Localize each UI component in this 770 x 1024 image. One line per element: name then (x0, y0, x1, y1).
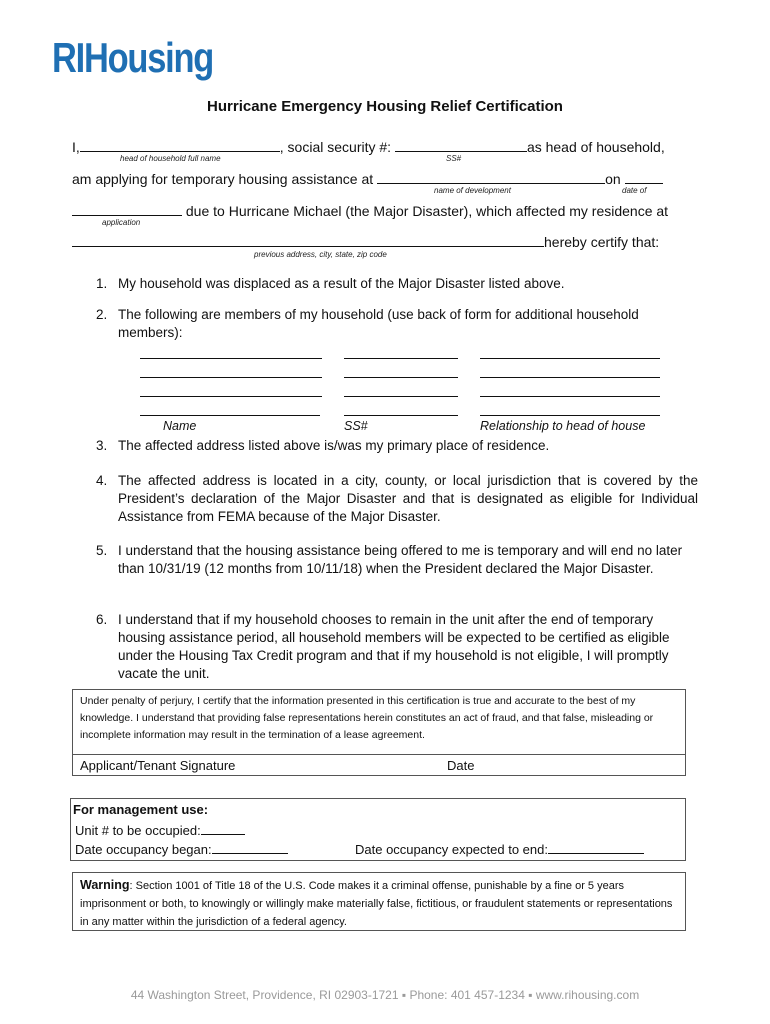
item-number: 1. (96, 276, 108, 291)
began-label: Date occupancy began: (75, 842, 212, 857)
rihousing-logo: RIHousing (52, 34, 214, 81)
end-label: Date occupancy expected to end: (355, 842, 548, 857)
on-text: on (605, 171, 621, 187)
intro-line-4 (72, 232, 659, 250)
member-relationship-field[interactable] (480, 377, 660, 378)
ss-column-header: SS# (344, 419, 368, 433)
item-text: I understand that if my household chooses to remain in the unit after the end of temporary housing assistance period, all household members will be expected to be certified as eligible under the Housing Tax Credit program and that if my household is not eligible, I will promptly vacate the unit. (118, 612, 670, 681)
name-caption: head of household full name (120, 154, 221, 163)
ssn-label: , social security #: (279, 139, 392, 155)
form-title: Hurricane Emergency Housing Relief Certification (207, 98, 563, 115)
item-number: 5. (96, 543, 108, 558)
began-field[interactable] (212, 840, 288, 854)
ssn-field[interactable] (395, 137, 527, 152)
warning-label: Warning (80, 878, 130, 892)
began-row (75, 840, 288, 857)
member-ss-field[interactable] (344, 377, 458, 378)
unit-label: Unit # to be occupied: (75, 823, 201, 838)
member-ss-field[interactable] (344, 396, 458, 397)
item-text: The affected address is located in a city, county, or local jurisdiction that is covered by the President’s declaration of the Major Disaster and that is designated as eligible for Individual Assistance from FEMA because of the Major Disaster. (118, 473, 698, 524)
name-column-header: Name (163, 419, 197, 433)
member-ss-field[interactable] (344, 415, 458, 416)
member-ss-field[interactable] (344, 358, 458, 359)
head-of-household-text: as head of household, (526, 139, 665, 155)
item-text: The following are members of my household (use back of form for additional household members): (118, 307, 639, 340)
warning-text: : Section 1001 of Title 18 of the U.S. Code makes it a criminal offense, punishable by a fine or 5 years imprisonment or both, to knowingly or willingly make materially false, fictitious, or fraudulent statements or representations in any matter within the jurisdiction of a federal agency. (80, 880, 673, 928)
development-name-field[interactable] (377, 169, 605, 184)
intro-line-2 (72, 169, 663, 187)
end-row (355, 840, 644, 857)
intro-line-1 (72, 137, 665, 155)
item-number: 6. (96, 612, 108, 627)
perjury-box (72, 689, 686, 776)
signature-date-label[interactable]: Date (447, 758, 475, 773)
application-date-field-2[interactable] (72, 201, 182, 216)
applying-text: am applying for temporary housing assistance at (72, 171, 374, 187)
item-number: 3. (96, 438, 108, 453)
hurricane-text: due to Hurricane Michael (the Major Disaster), which affected my residence at (185, 203, 669, 219)
item-number: 4. (96, 473, 108, 488)
unit-row (75, 821, 245, 838)
member-name-field[interactable] (140, 396, 322, 397)
management-heading: For management use: (73, 802, 209, 817)
relationship-column-header: Relationship to head of house (480, 419, 646, 433)
warning-statement (80, 876, 678, 931)
head-of-household-name-field[interactable] (80, 137, 280, 152)
member-relationship-field[interactable] (480, 358, 660, 359)
item-text: My household was displaced as a result of the Major Disaster listed above. (118, 276, 565, 291)
signature-label[interactable]: Applicant/Tenant Signature (80, 758, 236, 773)
item-number: 2. (96, 307, 108, 322)
intro-prefix: I, (72, 139, 80, 155)
item-text: I understand that the housing assistance being offered to me is temporary and will end no later than 10/31/19 (12 months from 10/11/18) when the President declared the Major Disaster. (118, 543, 683, 576)
development-caption: name of development (434, 186, 511, 195)
signature-divider (73, 754, 685, 755)
certify-text: hereby certify that: (544, 234, 660, 250)
management-box (70, 798, 686, 861)
member-relationship-field[interactable] (480, 415, 660, 416)
perjury-statement: Under penalty of perjury, I certify that the information presented in this certification is true and accurate to the best of my knowledge. I understand that providing false representations herein constitutes an act of fraud, and that false, misleading or incomplete information may result in the termination of a lease agreement. (80, 695, 654, 741)
member-relationship-field[interactable] (480, 396, 660, 397)
address-caption: previous address, city, state, zip code (254, 250, 387, 259)
end-field[interactable] (548, 840, 644, 854)
footer-contact: 44 Washington Street, Providence, RI 02903-1721 ▪ Phone: 401 457-1234 ▪ www.rihousing.com (130, 988, 640, 1002)
previous-address-field[interactable] (72, 232, 544, 247)
intro-line-3 (72, 201, 668, 219)
application-caption: application (102, 218, 141, 227)
application-date-field[interactable] (625, 169, 663, 184)
date-of-caption: date of (622, 186, 647, 195)
member-name-field[interactable] (140, 377, 322, 378)
warning-box (72, 872, 686, 931)
member-name-field[interactable] (140, 358, 322, 359)
ss-caption: SS# (446, 154, 462, 163)
item-text: The affected address listed above is/was my primary place of residence. (118, 438, 550, 453)
member-name-field[interactable] (140, 415, 320, 416)
unit-field[interactable] (201, 821, 245, 835)
